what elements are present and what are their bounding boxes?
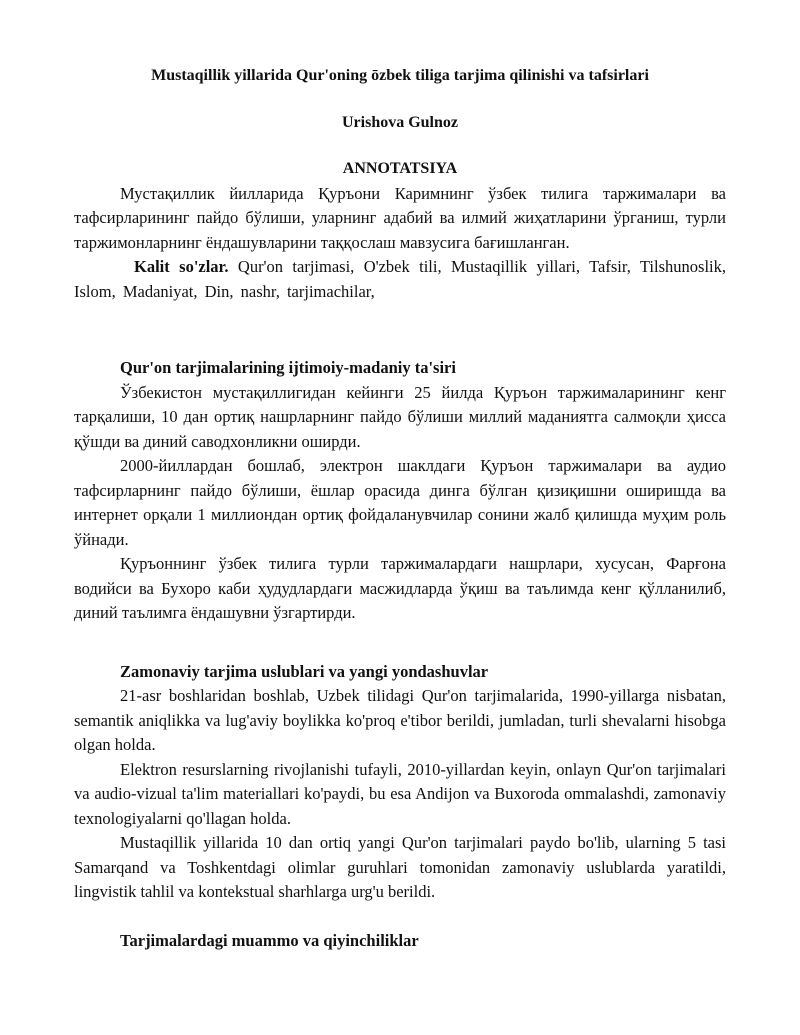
section-paragraph: Mustaqillik yillarida 10 dan ortiq yangi Qur'on tarjimalari paydo bo'lib, ularning 5 tasi Samarqand va Toshkentdagi olimlar guruhlari tomonidan zamonaviy uslublarda yaratildi, lingvistik tahlil va kontekstual sharhlarga urg'u berildi. xyxy=(74,833,726,901)
annotation-heading: ANNOTATSIYA xyxy=(342,160,458,177)
section-heading: Zamonaviy tarjima uslublari va yangi yondashuvlar xyxy=(120,661,489,681)
section-heading: Qur'on tarjimalarining ijtimoiy-madaniy ta'siri xyxy=(120,358,456,377)
document-title: Mustaqillik yillarida Qur'oning ōzbek tiliga tarjima qilinishi va tafsirlari xyxy=(151,67,649,84)
keywords-label: Kalit so'zlar. xyxy=(134,257,229,276)
keywords-list: Qur'on tarjimasi, O'zbek tili, Mustaqillik yillari, Tafsir, Tilshunoslik, Islom, Madaniyat, Din, nashr, tarjimachilar, xyxy=(74,257,726,301)
section-paragraph: Қуръоннинг ўзбек тилига турли таржималардаги нашрлари, хусусан, Фарғона водийси ва Бухоро каби ҳудудлардаги масжидларда ўқиш ва таълимда кенг қўлланилиб, диний таълимга ёндашувни ўзгартирди. xyxy=(74,554,726,622)
section-paragraph: 2000-йиллардан бошлаб, электрон шаклдаги Қуръон таржималари ва аудио тафсирларнинг пайдо бўлиши, ёшлар орасида динга бўлган қизиқишни оширишда ва интернет орқали 1 миллиондан ортиқ фойдаланувчилар сонини жалб қилишда муҳим роль ўйнади. xyxy=(74,456,726,549)
section-paragraph: Ўзбекистон мустақиллигидан кейинги 25 йилда Қуръон таржималарининг кенг тарқалиши, 10 дан ортиқ нашрларнинг пайдо бўлиши миллий маданиятга салмоқли ҳисса қўшди ва диний саводхонликни оширди. xyxy=(74,382,726,451)
document-content xyxy=(74,64,726,953)
author-name: Urishova Gulnoz xyxy=(341,113,458,131)
keywords-paragraph xyxy=(74,255,726,304)
section-heading: Tarjimalardagi muammo va qiyinchiliklar xyxy=(120,930,419,950)
section-paragraph: 21-asr boshlaridan boshlab, Uzbek tilidagi Qur'on tarjimalarida, 1990-yillarga nisbatan, semantik aniqlikka va lug'aviy boylikka ko'proq e'tibor berildi, jumladan, turli shevalarni hisobga olgan holda. xyxy=(74,686,726,754)
annotation-paragraph: Мустақиллик йилларида Қуръони Каримнинг ўзбек тилига таржималари ва тафсирларининг пайдо бўлиши, уларнинг адабий ва илмий жиҳатларини ўрганиш, турли таржимонларнинг ёндашувларини таққослаш мавзусига бағишланган. xyxy=(74,183,726,252)
section-paragraph: Elektron resurslarning rivojlanishi tufayli, 2010-yillardan keyin, onlayn Qur'on tarjimalari va audio-vizual ta'lim materiallari ko'paydi, bu esa Andijon va Buxoroda ommalashdi, zamonaviy texnologiyalarni qo'llagan holda. xyxy=(74,759,726,828)
